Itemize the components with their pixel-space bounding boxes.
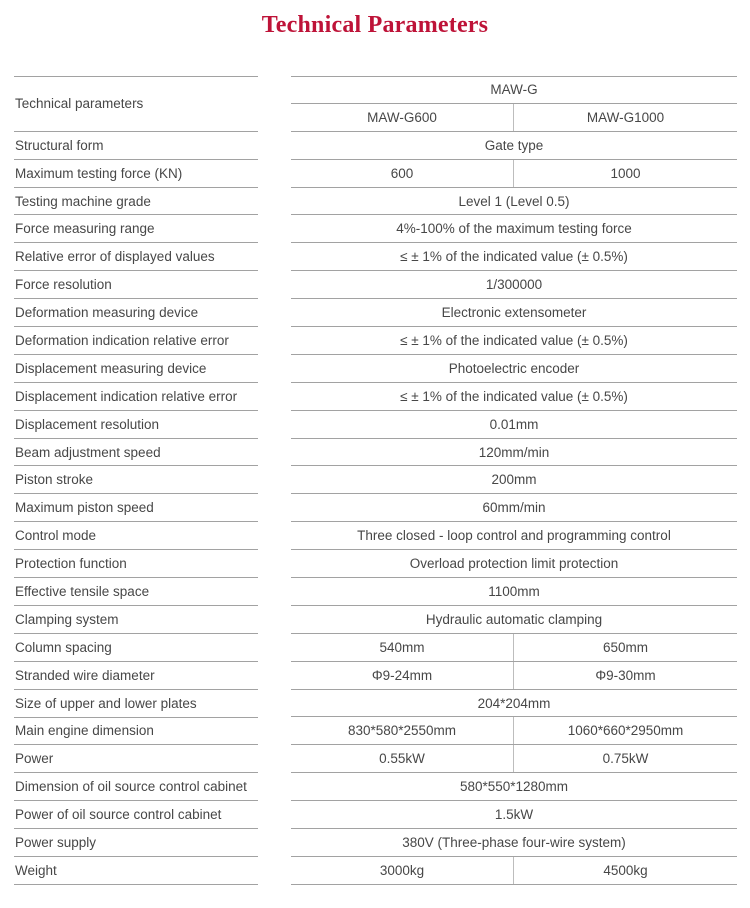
param-value: 580*550*1280mm: [459, 779, 569, 795]
table-row: [291, 829, 737, 857]
param-value-g600: 0.55kW: [291, 745, 514, 772]
param-value: Overload protection limit protection: [409, 556, 619, 572]
corner-header: Technical parameters: [14, 76, 258, 132]
param-label: Stranded wire diameter: [14, 662, 258, 690]
param-label: Maximum testing force (KN): [14, 160, 258, 188]
table-row: [291, 439, 737, 467]
model-header-g600: MAW-G600: [291, 104, 514, 131]
table-row: [291, 243, 737, 271]
param-value: 200mm: [491, 472, 537, 488]
param-label: Clamping system: [14, 606, 258, 634]
table-row: [291, 857, 737, 885]
model-header-g1000: MAW-G1000: [586, 109, 665, 125]
table-row: [291, 745, 737, 773]
param-value-g1000: 0.75kW: [602, 751, 649, 767]
param-label: Power: [14, 745, 258, 773]
param-label: Main engine dimension: [14, 718, 258, 746]
param-value: 1.5kW: [494, 807, 534, 823]
param-value: Photoelectric encoder: [448, 360, 580, 376]
param-label: Effective tensile space: [14, 578, 258, 606]
param-label: Force measuring range: [14, 215, 258, 243]
param-label: Deformation indication relative error: [14, 327, 258, 355]
param-label: Weight: [14, 857, 258, 885]
table-row: [291, 132, 737, 160]
param-value-g1000: 1000: [610, 165, 641, 181]
param-value: 1100mm: [488, 583, 540, 599]
param-value: Three closed - loop control and programming control: [357, 528, 671, 544]
param-value: ≤ ± 1% of the indicated value (± 0.5%): [400, 388, 628, 404]
param-value-g1000: 1060*660*2950mm: [567, 723, 684, 739]
param-label: Testing machine grade: [14, 188, 258, 216]
param-value: ≤ ± 1% of the indicated value (± 0.5%): [400, 332, 628, 348]
table-row: [291, 662, 737, 690]
table-row: [291, 690, 737, 718]
parameter-labels: [14, 132, 258, 885]
series-header-row: [291, 76, 737, 104]
param-value: 1/300000: [485, 277, 543, 293]
param-value-g1000: 650mm: [602, 639, 648, 655]
param-value: 4%-100% of the maximum testing force: [396, 221, 632, 237]
table-row: [291, 383, 737, 411]
param-label: Relative error of displayed values: [14, 243, 258, 271]
param-label: Deformation measuring device: [14, 299, 258, 327]
param-label: Column spacing: [14, 634, 258, 662]
param-label: Control mode: [14, 522, 258, 550]
param-value-g600: 830*580*2550mm: [291, 717, 514, 744]
table-row: [291, 411, 737, 439]
table-row: [291, 327, 737, 355]
param-label: Displacement indication relative error: [14, 383, 258, 411]
param-label: Power of oil source control cabinet: [14, 801, 258, 829]
param-label: Protection function: [14, 550, 258, 578]
table-row: [291, 299, 737, 327]
table-row: [291, 634, 737, 662]
parameter-values: [291, 132, 737, 885]
parameters-table: [14, 76, 737, 885]
param-value-g600: 540mm: [291, 634, 514, 661]
param-value: 120mm/min: [478, 444, 550, 460]
param-value: 204*204mm: [477, 695, 551, 711]
table-row: [291, 466, 737, 494]
param-value: 60mm/min: [482, 500, 546, 516]
parameter-name-column: [14, 76, 258, 885]
column-gap: [258, 76, 291, 885]
param-value-g1000: Φ9-30mm: [595, 667, 656, 683]
table-row: [291, 606, 737, 634]
table-row: [291, 160, 737, 188]
param-value: Electronic extensometer: [441, 305, 587, 321]
table-row: [291, 801, 737, 829]
table-row: [291, 215, 737, 243]
table-row: [291, 271, 737, 299]
param-value: Gate type: [484, 137, 544, 153]
param-value-g600: Φ9-24mm: [291, 662, 514, 689]
parameter-value-column: [291, 76, 737, 885]
param-value: ≤ ± 1% of the indicated value (± 0.5%): [400, 249, 628, 265]
param-value-g600: 600: [291, 160, 514, 187]
series-header: MAW-G: [490, 82, 538, 98]
page-title: Technical Parameters: [261, 12, 489, 38]
param-label: Structural form: [14, 132, 258, 160]
table-row: [291, 717, 737, 745]
param-value-g1000: 4500kg: [603, 862, 648, 878]
table-row: [291, 578, 737, 606]
param-label: Displacement resolution: [14, 411, 258, 439]
param-value: Level 1 (Level 0.5): [458, 193, 570, 209]
param-label: Force resolution: [14, 271, 258, 299]
param-value: 380V (Three-phase four-wire system): [402, 834, 626, 850]
param-label: Size of upper and lower plates: [14, 690, 258, 718]
param-label: Piston stroke: [14, 466, 258, 494]
table-row: [291, 494, 737, 522]
param-label: Power supply: [14, 829, 258, 857]
table-row: [291, 522, 737, 550]
table-row: [291, 773, 737, 801]
param-label: Displacement measuring device: [14, 355, 258, 383]
model-header-row: [291, 104, 737, 132]
table-row: [291, 355, 737, 383]
table-row: [291, 550, 737, 578]
param-label: Maximum piston speed: [14, 494, 258, 522]
param-value-g600: 3000kg: [291, 857, 514, 884]
param-label: Dimension of oil source control cabinet: [14, 773, 258, 801]
table-row: [291, 188, 737, 216]
param-label: Beam adjustment speed: [14, 439, 258, 467]
param-value: 0.01mm: [489, 416, 539, 432]
param-value: Hydraulic automatic clamping: [425, 611, 603, 627]
